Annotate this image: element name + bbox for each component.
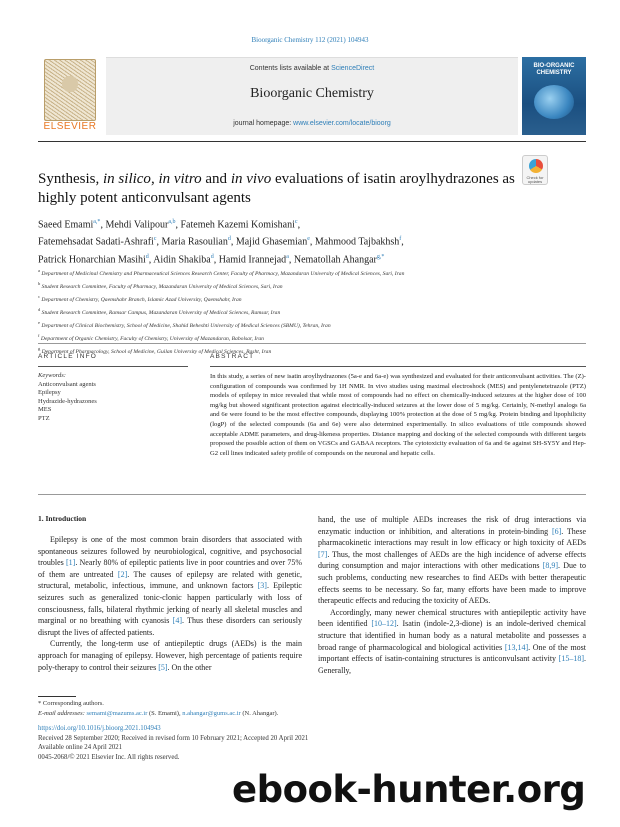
author-name: , Fatemeh Kazemi Komishani xyxy=(175,219,295,231)
title-part: in vitro xyxy=(158,171,202,187)
publisher-logo-text: ELSEVIER xyxy=(43,121,97,132)
journal-info-box xyxy=(106,57,518,135)
footnote-rule xyxy=(38,696,76,697)
author-affil-link[interactable]: a xyxy=(286,253,289,260)
doi-link[interactable]: https://doi.org/10.1016/j.bioorg.2021.104943 xyxy=(38,725,161,732)
citation-link[interactable]: [6] xyxy=(551,526,562,536)
paragraph xyxy=(318,607,586,677)
affiliation-key: b xyxy=(38,280,41,286)
article-title xyxy=(38,170,518,208)
article-info-heading: ARTICLE INFO xyxy=(38,353,98,360)
journal-header xyxy=(38,57,586,135)
keywords-title: Keywords: xyxy=(38,372,66,379)
abstract-rule xyxy=(210,366,586,367)
affiliation-key: g xyxy=(38,345,41,351)
copyright-line: 0045-2068/© 2021 Elsevier Inc. All rights reserved. xyxy=(38,753,180,761)
title-part: and xyxy=(201,171,231,187)
citation-link[interactable]: [2] xyxy=(117,569,128,579)
title-part: , xyxy=(150,171,159,187)
affiliation-item xyxy=(38,344,586,357)
crossmark-label: Check for updates xyxy=(526,175,544,184)
affiliation-text: Department of Organic Chemistry, Faculty of Chemistry, University of Mazandaran, Babolsar, Iran xyxy=(40,335,264,342)
author-name: , Mehdi Valipour xyxy=(100,219,169,231)
author-affil-link[interactable]: c xyxy=(153,236,157,243)
author-affil-link[interactable]: f xyxy=(399,236,402,243)
abstract-text: In this study, a series of new isatin aroylhydrazones (5a-e and 6a-e) was synthesized and evaluated for their anticonvulsant activities. The (Z)-configuration of compounds was confirmed by 1H NMR. In vivo studies using maximal electroshock (MES) and pentylenetetrazole (PTZ) models of epilepsy in mice revealed that while most of compounds had no effect on chemically-induced seizures at the higher dose of 100 mg/kg but showed significant protection against electrically-induced seizures at the lower dose of 5 mg/kg. Certainly, N-methyl analogs 6a and 6e were found to be the most effective compounds, displaying 100% protection at the dose of 5 mg/kg. Protein binding and lipophilicity (logP) of the selected compounds (6a and 6e) were also determined experimentally. In silico evaluations of title compounds showed acceptable ADME parameters, and drug-likeness properties. Distance mapping and docking of the selected compounds with different targets proposed the possible action of them on VGSCs and GABAA receptors. The cytotoxicity evaluation of 6a and 6e against SH-SY5Y and Hep-G2 cell lines indicated safety profile of compounds on the neuronal and hepatic cells. xyxy=(210,373,586,457)
text-run: . Generally, xyxy=(318,654,586,675)
keyword-item: MES xyxy=(38,406,52,414)
affiliation-item xyxy=(38,305,586,318)
author-list xyxy=(38,215,578,267)
affiliation-key: c xyxy=(38,293,40,299)
watermark-text: ebook-hunter.org xyxy=(232,768,586,811)
text-run: Epilepsy is one of the most common brain disorders that associated with spontaneous seizures followed by neurobiological, cognitive, and psychosocial troubles xyxy=(38,535,302,568)
affiliation-text: Student Research Committee, Ramsar Campus, Mazandaran University of Medical Sciences, Ramsar, Iran xyxy=(41,309,281,316)
received-dates: Received 28 September 2020; Received in revised form 10 February 2021; Accepted 20 April 2021 xyxy=(38,734,309,742)
introduction-heading: 1. Introduction xyxy=(38,514,87,523)
body-column-right xyxy=(318,514,586,676)
text-run: . The causes of epilepsy are related with genetic, structural, metabolic, infectious, immune, and unknown factors xyxy=(38,569,303,591)
citation-link[interactable]: [13,14] xyxy=(504,642,529,652)
affiliation-key: d xyxy=(38,306,41,312)
title-part: Synthesis, xyxy=(38,171,104,187)
affiliation-item xyxy=(38,331,586,344)
citation-link[interactable]: [3] xyxy=(257,581,267,591)
author-line: Fatemehsadat Sadati-Ashrafi$^c$, Maria Rasoulian$^d$, Majid Ghasemian$^e$, Mahmood Tajbakhsh$^f$, xyxy=(38,236,404,248)
text-run: . One of the most important effects of isatin-containing structures is anticonvulsant activity xyxy=(318,642,586,664)
citation-link[interactable]: [15–18] xyxy=(558,654,584,664)
keyword-item: PTZ xyxy=(38,414,50,422)
text-run: . Epileptic seizures such as generalized tonic-clonic happen particularly with loss of consciousness, falls, bilateral rhythmic jerking of nearly all skeletal muscles and marginal or no breathing with cyanosis xyxy=(38,581,302,626)
available-online: Available online 24 April 2021 xyxy=(38,744,123,752)
email-label: E-mail addresses: xyxy=(38,710,87,717)
cover-title: BIO-ORGANIC CHEMISTRY xyxy=(533,63,575,76)
text-run: . Thus, the most challenges of AEDs are the high incidence of adverse effects during consumption and major interactions with other medications xyxy=(318,549,586,571)
text-run: Currently, the long-term use of antiepileptic drugs (AEDs) is the main approach for managing of epilepsy. However, high percentage of patients require poly-therapy to control their seizures xyxy=(38,639,302,672)
journal-homepage-link[interactable]: www.elsevier.com/locate/bioorg xyxy=(293,120,391,127)
affiliation-key: e xyxy=(38,319,40,325)
author-line: Saeed Emami$^{a,*}$, Mehdi Valipour$^{a,b}$, Fatemeh Kazemi Komishani$^c$, xyxy=(38,219,301,231)
journal-cover-image[interactable] xyxy=(522,57,586,135)
publication-info xyxy=(38,724,586,762)
homepage-line xyxy=(106,120,518,127)
citation-link[interactable]: [5] xyxy=(158,662,168,672)
keyword-item: Anticonvulsant agents xyxy=(38,380,96,388)
affiliation-text: Department of Clinical Biochemistry, School of Medicine, Shahid Beheshti University of Medical Sciences (SBMU), Tehran, Iran xyxy=(41,322,331,329)
elsevier-logo[interactable] xyxy=(38,57,102,135)
author-affil-link[interactable]: d xyxy=(227,236,231,243)
text-run: . Thus these disorders can seriously disrupt the lives of affected patients. xyxy=(38,616,303,637)
journal-title: Bioorganic Chemistry xyxy=(250,86,374,101)
paragraph xyxy=(318,514,586,607)
text-run: . Nearly 80% of epileptic patients live in poor countries and over 75% of them are untreated xyxy=(38,558,302,579)
author-name: , Nematollah Ahangar xyxy=(288,253,377,265)
elsevier-tree-icon xyxy=(44,59,96,121)
author-name: Patrick Honarchian Masihi xyxy=(38,253,146,265)
info-divider xyxy=(38,343,586,344)
title-part: evaluations of isatin aroylhydrazones as highly potent anticonvulsant agents xyxy=(38,171,515,206)
author-name: , Aidin Shakiba xyxy=(148,253,211,265)
contents-prefix: Contents lists available at xyxy=(249,65,332,72)
affiliation-item xyxy=(38,292,586,305)
author-name: , Mahmood Tajbakhsh xyxy=(309,236,400,248)
citation-link[interactable]: [1] xyxy=(65,558,76,568)
contents-line xyxy=(106,65,518,72)
header-divider xyxy=(38,141,586,142)
author-affil-link[interactable]: a,b xyxy=(168,219,176,225)
affiliation-item xyxy=(38,266,586,279)
sciencedirect-link[interactable]: ScienceDirect xyxy=(331,65,375,72)
author-affil-link[interactable]: e xyxy=(307,236,310,243)
title-part: in vivo xyxy=(230,171,272,187)
keywords-block xyxy=(38,372,188,424)
text-run: . Due to such problems, conducting new researches to find AEDs with better therapeutic effects seems to be necessary. So far, many efforts have been made to improve therapeutic effects and reducing the toxicity of AEDs. xyxy=(318,561,586,606)
citation-link[interactable]: [8,9] xyxy=(542,561,559,571)
body-column-left xyxy=(38,534,302,673)
author-affil-link[interactable]: a,* xyxy=(93,219,101,225)
text-run: hand, the use of multiple AEDs increases the risk of drug interactions via enzymatic induction or inhibition, and alterations in protein-binding xyxy=(318,515,586,536)
author-line xyxy=(38,250,578,267)
paragraph xyxy=(38,534,302,638)
keyword-item: Hydrazide-hydrazones xyxy=(38,397,97,405)
citation-link[interactable]: [7] xyxy=(318,549,328,559)
footnote xyxy=(38,699,586,719)
citation-link[interactable]: [4] xyxy=(172,616,182,626)
author-name: , Majid Ghasemian xyxy=(230,236,308,248)
text-run: . These pharmacokinetic interactions may result in low efficacy or high toxicity of AEDs xyxy=(318,526,586,548)
author-name: , Hamid Irannejad xyxy=(213,253,287,265)
affiliation-item xyxy=(38,279,586,292)
text-run: . Isatin (indole-2,3-dione) is an indole-derived chemical structure that identified in human body as a natural metabolite and possesses a broad range of pharmacological and biological activities xyxy=(318,619,586,652)
affiliation-text: Department of Chemistry, Qaemshahr Branch, Islamic Azad University, Qaemshahr, Iran xyxy=(41,296,242,303)
text-run: . On the other xyxy=(167,662,212,672)
paragraph xyxy=(38,638,302,673)
author-affil-link[interactable]: d xyxy=(210,253,214,260)
affiliation-key: a xyxy=(38,268,40,273)
affiliation-text: Department of Medicinal Chemistry and Pharmaceutical Sciences Research Center, Faculty of Pharmacy, Mazandaran University of Medical Sciences, Sari, Iran xyxy=(41,270,405,277)
affiliation-text: Student Research Committee, Faculty of Pharmacy, Mazandaran University of Medical Sciences, Sari, Iran xyxy=(41,283,283,290)
keyword-item: Epilepsy xyxy=(38,389,61,397)
author-name: Saeed Emami xyxy=(38,219,94,231)
crossmark-icon[interactable] xyxy=(522,155,548,185)
affiliation-text: Department of Pharmacology, School of Medicine, Guilan University of Medical Sciences, Rasht, Iran xyxy=(41,348,272,355)
author-affil-link[interactable]: c xyxy=(294,219,298,225)
affiliation-item xyxy=(38,318,586,331)
author-name: Fatemehsadat Sadati-Ashrafi xyxy=(38,236,154,248)
email-link[interactable]: n.ahangar@gums.ac.ir xyxy=(182,710,241,717)
email-owner: (N. Ahangar). xyxy=(240,710,279,717)
article-info-rule xyxy=(38,366,188,367)
email-link[interactable]: semami@mazums.ac.ir xyxy=(86,710,148,717)
abstract-heading: ABSTRACT xyxy=(210,353,255,360)
author-name: , Maria Rasoulian xyxy=(156,236,228,248)
corresponding-note: * Corresponding authors. xyxy=(38,700,104,707)
citation-link[interactable]: [10–12] xyxy=(371,619,397,629)
author-affil-link[interactable]: g,* xyxy=(376,253,385,260)
journal-citation[interactable]: Bioorganic Chemistry 112 (2021) 104943 xyxy=(251,36,369,44)
title-part: in silico xyxy=(103,171,151,187)
email-owner: (S. Emami), xyxy=(147,710,183,717)
author-affil-link[interactable]: d xyxy=(145,253,149,260)
homepage-prefix: journal homepage: xyxy=(233,120,294,127)
molecule-icon xyxy=(534,85,574,119)
abstract-divider xyxy=(38,494,586,495)
affiliation-key: f xyxy=(38,332,40,338)
email-line xyxy=(38,709,586,719)
text-run: Accordingly, many newer chemical structures with antiepileptic activity have been identified xyxy=(318,607,586,629)
